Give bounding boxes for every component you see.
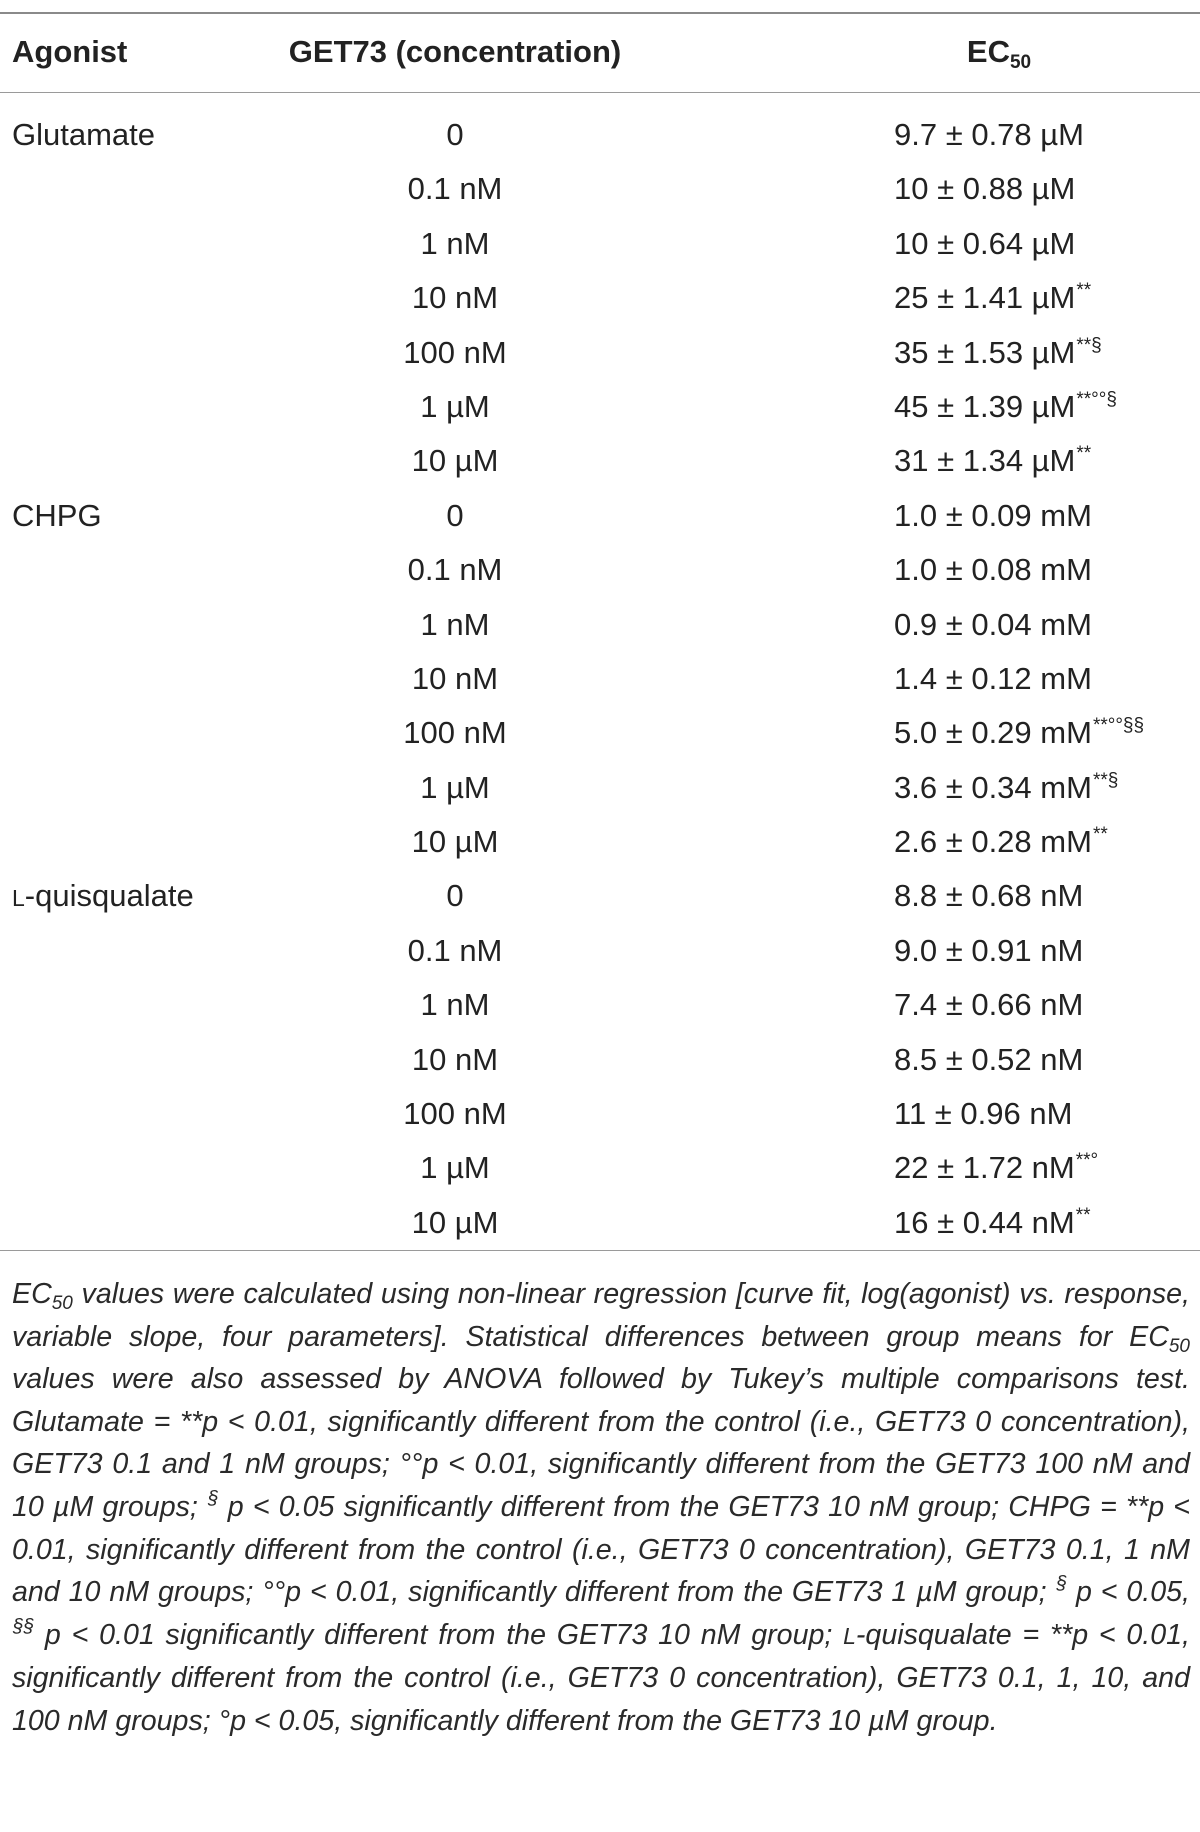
ec50-value: 31 ± 1.34 µM bbox=[894, 443, 1076, 479]
cell-ec50 bbox=[894, 217, 1076, 271]
ec50-value: 7.4 ± 0.66 nM bbox=[894, 987, 1084, 1023]
header-ec-sub: 50 bbox=[1009, 52, 1032, 73]
cell-ec50 bbox=[894, 815, 1108, 869]
fn-ec-sub-2: 50 bbox=[1168, 1335, 1190, 1357]
significance-marks: **° bbox=[1075, 1150, 1099, 1172]
cell-ec50 bbox=[894, 1087, 1073, 1141]
cell-concentration: 10 µM bbox=[411, 824, 499, 860]
significance-marks: ** bbox=[1076, 443, 1092, 465]
fn-section-mark-1: § bbox=[208, 1487, 219, 1509]
significance-marks: ** bbox=[1092, 824, 1108, 846]
table-row bbox=[0, 1196, 1200, 1250]
fn-text-3: p < 0.05 significantly different from the GET73 10 nM group; CHPG = **p < 0.01, significantly different from the control (i.e., GET73 0 concentration), GET73 0.1, 1 nM and 10 nM groups; °°p < 0.01, significantly different from the GET73 1 µM group; bbox=[12, 1490, 1190, 1609]
table-row bbox=[0, 815, 1200, 869]
cell-ec50 bbox=[894, 108, 1085, 162]
cell-concentration: 10 µM bbox=[411, 443, 499, 479]
table-body bbox=[0, 108, 1200, 1250]
agonist-name: Glutamate bbox=[12, 117, 156, 152]
cell-concentration: 1 nM bbox=[420, 987, 490, 1023]
cell-concentration: 1 nM bbox=[420, 606, 490, 642]
fn-section-mark-2: § bbox=[1056, 1573, 1068, 1595]
cell-ec50 bbox=[894, 162, 1076, 216]
ec50-value: 5.0 ± 0.29 mM bbox=[894, 715, 1092, 751]
cell-concentration: 0.1 nM bbox=[407, 552, 503, 588]
table-row bbox=[0, 217, 1200, 271]
cell-concentration: 0.1 nM bbox=[407, 932, 503, 968]
ec50-value: 45 ± 1.39 µM bbox=[894, 388, 1076, 424]
ec50-value: 1.4 ± 0.12 mM bbox=[894, 660, 1092, 696]
fn-text-6: -quisqualate = **p < 0.01, significantly different from the control (i.e., GET73 0 concentration), GET73 0.1, 1, 10, and 100 nM groups; °p < 0.05, significantly different from the GET73 10 µM group. bbox=[12, 1618, 1190, 1737]
ec50-value: 1.0 ± 0.09 mM bbox=[894, 497, 1092, 533]
cell-ec50 bbox=[894, 434, 1091, 488]
cell-concentration: 1 µM bbox=[420, 388, 490, 424]
cell-concentration: 0.1 nM bbox=[407, 171, 503, 207]
significance-marks: **§ bbox=[1092, 769, 1119, 791]
cell-concentration: 10 nM bbox=[411, 1041, 499, 1077]
table-row bbox=[0, 1087, 1200, 1141]
ec50-value: 8.8 ± 0.68 nM bbox=[894, 878, 1084, 914]
header-concentration: GET73 (concentration) bbox=[288, 34, 622, 69]
table-header-rule bbox=[0, 92, 1200, 93]
table-row bbox=[0, 543, 1200, 597]
fn-ec-sub: 50 bbox=[51, 1293, 73, 1314]
cell-concentration: 1 µM bbox=[420, 1150, 490, 1186]
fn-text-4: p < 0.05, bbox=[1067, 1576, 1191, 1609]
ec50-value: 1.0 ± 0.08 mM bbox=[894, 552, 1092, 588]
table-row bbox=[0, 271, 1200, 325]
table-top-rule bbox=[0, 12, 1200, 14]
ec50-value: 0.9 ± 0.04 mM bbox=[894, 606, 1092, 642]
cell-ec50 bbox=[894, 652, 1093, 706]
cell-concentration: 1 µM bbox=[420, 769, 490, 805]
table-row bbox=[0, 924, 1200, 978]
fn-ec: EC bbox=[12, 1278, 52, 1310]
fn-text-2: values were also assessed by ANOVA followed by Tukey’s multiple comparisons test. Glutamate = **p < 0.01, significantly different from the control (i.e., GET73 0 concentration), GET73 0.1 and 1 nM groups; °°p < 0.01, significantly different from the GET73 100 nM and 10 µM groups; bbox=[12, 1363, 1190, 1523]
table-row bbox=[0, 108, 1200, 162]
table-row bbox=[0, 434, 1200, 488]
fn-lq-prefix: L bbox=[843, 1622, 856, 1649]
cell-concentration: 0 bbox=[446, 878, 464, 914]
cell-ec50 bbox=[894, 489, 1093, 543]
ec50-value: 9.7 ± 0.78 µM bbox=[894, 117, 1084, 152]
table-row bbox=[0, 1141, 1200, 1195]
ec50-value: 25 ± 1.41 µM bbox=[894, 280, 1076, 316]
agonist-name: -quisqualate bbox=[24, 878, 194, 914]
cell-ec50 bbox=[894, 1033, 1084, 1087]
table-row bbox=[0, 652, 1200, 706]
cell-concentration: 100 nM bbox=[403, 715, 507, 751]
cell-ec50 bbox=[894, 271, 1091, 325]
significance-marks: ** bbox=[1076, 280, 1092, 302]
fn-text-5: p < 0.01 significantly different from the GET73 10 nM group; bbox=[34, 1618, 844, 1651]
cell-concentration: 100 nM bbox=[403, 334, 507, 370]
ec50-value: 35 ± 1.53 µM bbox=[894, 334, 1076, 370]
table-row bbox=[0, 326, 1200, 380]
significance-marks: **°°§§ bbox=[1092, 715, 1145, 737]
cell-ec50 bbox=[894, 761, 1118, 815]
agonist-prefix: L bbox=[12, 885, 25, 912]
table-row bbox=[0, 978, 1200, 1032]
ec50-value: 3.6 ± 0.34 mM bbox=[894, 769, 1092, 805]
ec50-value: 10 ± 0.64 µM bbox=[894, 225, 1076, 261]
cell-concentration: 10 nM bbox=[411, 280, 499, 316]
cell-concentration: 10 µM bbox=[411, 1204, 499, 1240]
header-agonist: Agonist bbox=[12, 34, 128, 69]
ec50-value: 8.5 ± 0.52 nM bbox=[894, 1041, 1084, 1077]
cell-ec50 bbox=[894, 869, 1084, 923]
cell-ec50 bbox=[894, 1196, 1091, 1250]
table-row bbox=[0, 1033, 1200, 1087]
cell-concentration: 10 nM bbox=[411, 660, 499, 696]
table-row bbox=[0, 761, 1200, 815]
table-row bbox=[0, 162, 1200, 216]
cell-concentration: 1 nM bbox=[420, 225, 490, 261]
header-ec-main: EC bbox=[966, 34, 1010, 69]
table-row bbox=[0, 489, 1200, 543]
ec50-value: 9.0 ± 0.91 nM bbox=[894, 932, 1084, 968]
cell-ec50 bbox=[894, 380, 1117, 434]
significance-marks: **§ bbox=[1076, 334, 1102, 356]
ec50-value: 16 ± 0.44 nM bbox=[894, 1204, 1075, 1240]
cell-concentration: 0 bbox=[446, 117, 464, 152]
table-bottom-rule bbox=[0, 1250, 1200, 1251]
header-ec50 bbox=[0, 32, 1200, 72]
table-row bbox=[0, 706, 1200, 760]
cell-ec50 bbox=[894, 978, 1084, 1032]
ec50-value: 11 ± 0.96 nM bbox=[894, 1096, 1073, 1132]
significance-marks: ** bbox=[1075, 1204, 1091, 1226]
ec50-value: 10 ± 0.88 µM bbox=[894, 171, 1076, 207]
cell-concentration: 100 nM bbox=[403, 1096, 507, 1132]
cell-ec50 bbox=[894, 706, 1144, 760]
table-row bbox=[0, 380, 1200, 434]
fn-section-mark-3: §§ bbox=[13, 1615, 35, 1637]
cell-ec50 bbox=[894, 924, 1084, 978]
cell-ec50 bbox=[894, 543, 1093, 597]
table-row bbox=[0, 869, 1200, 923]
fn-text-1: values were calculated using non-linear regression [curve fit, log(agonist) vs. response, variable slope, four parameters]. Statistical differences between group means for EC bbox=[12, 1278, 1190, 1353]
cell-ec50 bbox=[894, 598, 1093, 652]
cell-concentration: 0 bbox=[446, 497, 464, 533]
ec50-value: 22 ± 1.72 nM bbox=[894, 1150, 1075, 1186]
agonist-name: CHPG bbox=[12, 497, 102, 533]
cell-ec50 bbox=[894, 1141, 1098, 1195]
table-row bbox=[0, 598, 1200, 652]
table-footnote bbox=[12, 1273, 1190, 1743]
ec50-value: 2.6 ± 0.28 mM bbox=[894, 824, 1092, 860]
significance-marks: **°°§ bbox=[1076, 388, 1117, 410]
cell-ec50 bbox=[894, 326, 1102, 380]
